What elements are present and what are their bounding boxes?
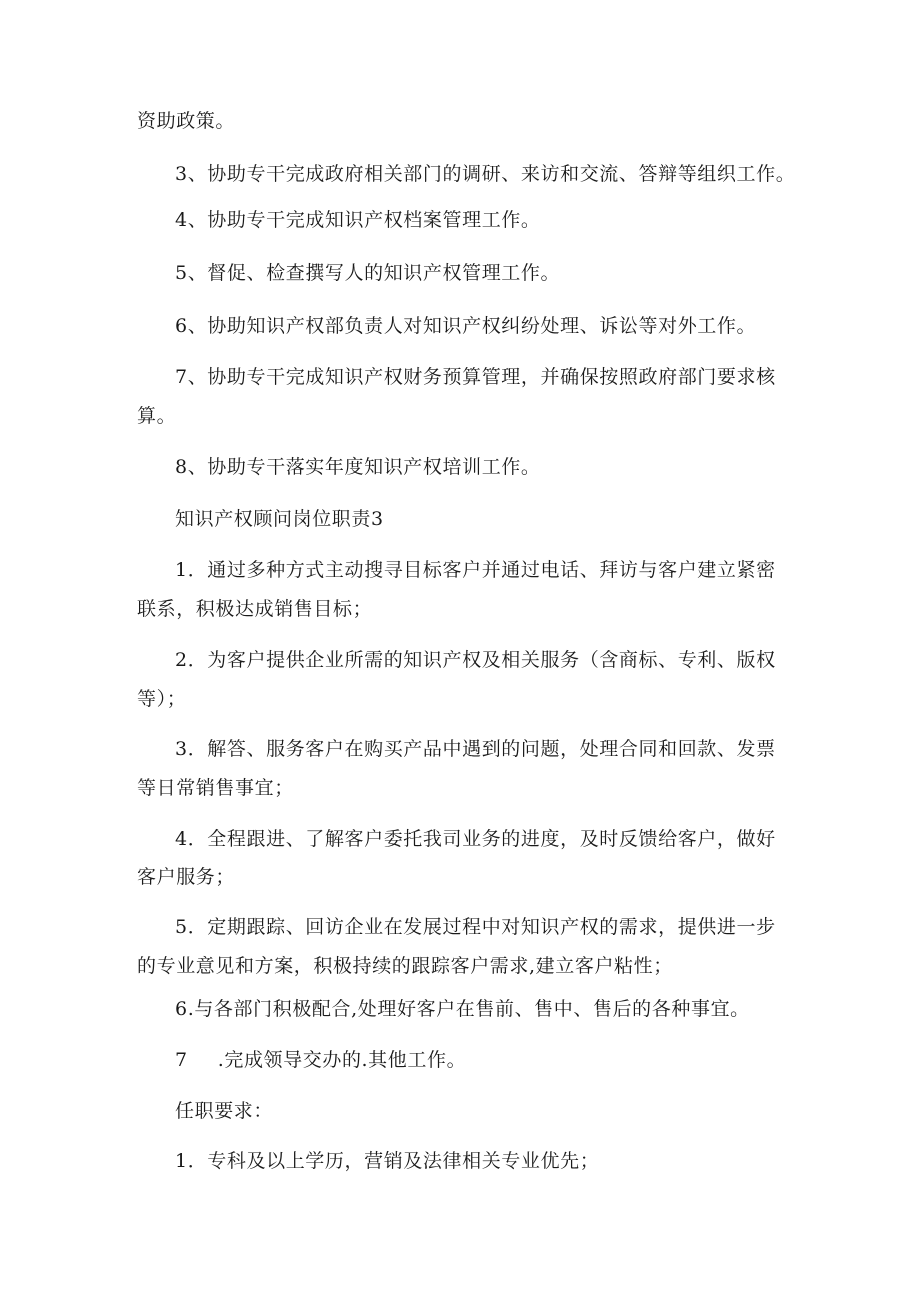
text-line: 客户服务；	[137, 866, 236, 888]
text-line: 3、协助专干完成政府相关部门的调研、来访和交流、答辩等组织工作。	[175, 163, 796, 185]
item-text: .完成领导交办的.其他工作。	[217, 1049, 467, 1071]
text-line: 4．全程跟进、了解客户委托我司业务的进度，及时反馈给客户，做好	[175, 828, 776, 850]
text-line: 等）；	[137, 688, 187, 710]
text-line: 资助政策。	[137, 110, 236, 132]
section-heading: 知识产权顾问岗位职责3	[175, 508, 384, 530]
text-line: 4、协助专干完成知识产权档案管理工作。	[175, 209, 541, 231]
text-line: 算。	[137, 405, 177, 427]
text-line: 3．解答、服务客户在购买产品中遇到的问题，处理合同和回款、发票	[175, 738, 776, 760]
text-line: 8、协助专干落实年度知识产权培训工作。	[175, 456, 541, 478]
text-line	[175, 1047, 466, 1073]
text-line: 1．专科及以上学历，营销及法律相关专业优先；	[175, 1150, 600, 1172]
text-line: 5．定期跟踪、回访企业在发展过程中对知识产权的需求，提供进一步	[175, 916, 776, 938]
text-line: 5、督促、检查撰写人的知识产权管理工作。	[175, 262, 561, 284]
text-line: 联系，积极达成销售目标；	[137, 598, 373, 620]
text-line: 6.与各部门积极配合,处理好客户在售前、售中、售后的各种事宜。	[175, 998, 750, 1020]
text-line: 6、协助知识产权部负责人对知识产权纠纷处理、诉讼等对外工作。	[175, 315, 757, 337]
text-line: 2．为客户提供企业所需的知识产权及相关服务（含商标、专利、版权	[175, 649, 776, 671]
text-line: 等日常销售事宜；	[137, 777, 294, 799]
text-line: 的专业意见和方案，积极持续的跟踪客户需求,建立客户粘性；	[137, 955, 673, 977]
section-heading: 任职要求：	[175, 1100, 274, 1122]
text-line: 1．通过多种方式主动搜寻目标客户并通过电话、拜访与客户建立紧密	[175, 559, 776, 581]
text-line: 7、协助专干完成知识产权财务预算管理，并确保按照政府部门要求核	[175, 366, 776, 388]
item-number: 7	[175, 1049, 188, 1071]
